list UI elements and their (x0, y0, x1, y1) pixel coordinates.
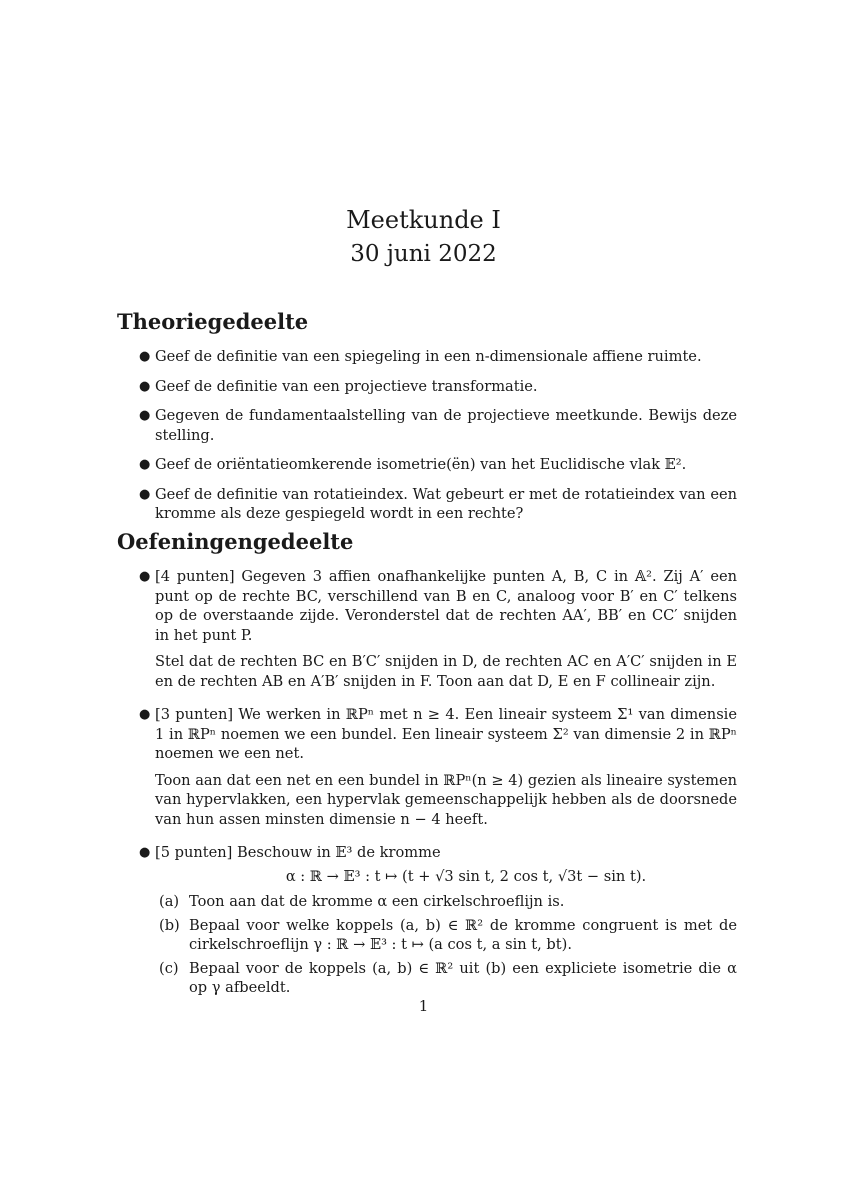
bullet-icon: ● (139, 845, 151, 860)
subquestion-text: Bepaal voor welke koppels (a, b) ∈ ℝ² de kromme congruent is met de cirkelschroeflijn γ : ℝ → 𝔼³ : t ↦ (a cos t, a sin t, bt). (189, 916, 737, 953)
bullet-icon: ● (139, 349, 151, 364)
subquestion-c (155, 959, 737, 998)
bullet-icon: ● (139, 408, 151, 423)
title-block (0, 203, 847, 271)
subquestion-text: Toon aan dat de kromme α een cirkelschroeflijn is. (189, 893, 565, 910)
list-item (139, 347, 737, 367)
subquestion-text: Bepaal voor de koppels (a, b) ∈ ℝ² uit (b) een expliciete isometrie die α op γ afbeeldt. (189, 959, 737, 996)
bullet-icon: ● (139, 378, 151, 394)
exercise-2 (139, 705, 737, 829)
subquestion-label: (b) (159, 916, 180, 934)
list-item (139, 406, 737, 445)
subquestion-b (155, 916, 737, 955)
exercise-1-question: Stel dat de rechten BC en B′C′ snijden in D, de rechten AC en A′C′ snijden in E en de rechten AB en A′B′ snijden in F. Toon aan dat D, E en F collineair zijn. (155, 653, 737, 690)
exercise-2-question: Toon aan dat een net en een bundel in ℝPⁿ(n ≥ 4) gezien als lineaire systemen van hypervlakken, een hypervlak gemeenschappelijk hebben als de doorsnede van hun assen minsten dimensie n − 4 heeft. (155, 771, 737, 828)
list-item (139, 377, 737, 397)
page-number: 1 (418, 997, 429, 1015)
list-item (139, 485, 737, 524)
theory-item-text: Geef de definitie van een spiegeling in een n-dimensionale affiene ruimte. (155, 348, 702, 365)
theory-item-text: Geef de oriëntatieomkerende isometrie(ën) van het Euclidische vlak 𝔼². (155, 456, 687, 473)
bullet-icon: ● (139, 707, 151, 722)
theory-list (139, 347, 737, 524)
subquestion-a (155, 892, 737, 912)
theory-heading: Theoriegedeelte (117, 309, 309, 334)
bullet-icon: ● (139, 569, 151, 584)
exercise-3-intro: [5 punten] Beschouw in 𝔼³ de kromme (155, 844, 441, 861)
exercise-1 (139, 567, 737, 691)
exercise-3-formula: α : ℝ → 𝔼³ : t ↦ (t + √3 sin t, 2 cos t, √3t − sin t). (285, 867, 647, 885)
bullet-icon: ● (139, 457, 151, 472)
exercises-heading: Oefeningengedeelte (117, 529, 354, 554)
list-item (139, 455, 737, 475)
document-date: 30 juni 2022 (350, 241, 497, 267)
theory-item-text: Geef de definitie van rotatieindex. Wat gebeurt er met de rotatieindex van een kromme als deze gespiegeld wordt in een rechte? (155, 485, 737, 522)
exercise-1-intro: [4 punten] Gegeven 3 affien onafhankelijke punten A, B, C in 𝔸². Zij A′ een punt op de rechte BC, verschillend van B en C, analoog voor B′ en C′ telkens op de overstaande zijde. Veronderstel dat de rechten AA′, BB′ en CC′ snijden in het punt P. (155, 568, 737, 644)
exercise-3-subquestions (155, 892, 737, 998)
exercise-2-intro: [3 punten] We werken in ℝPⁿ met n ≥ 4. Een lineair systeem Σ¹ van dimensie 1 in ℝPⁿ noemen we een bundel. Een lineair systeem Σ² van dimensie 2 in ℝPⁿ noemen we een net. (155, 706, 737, 762)
document-title: Meetkunde I (346, 206, 501, 234)
exercises-list (139, 567, 737, 1002)
bullet-icon: ● (139, 486, 151, 502)
theory-item-text: Gegeven de fundamentaalstelling van de projectieve meetkunde. Bewijs deze stelling. (155, 407, 737, 444)
subquestion-label: (c) (159, 959, 179, 977)
subquestion-label: (a) (159, 893, 180, 910)
exercise-3 (139, 843, 737, 998)
theory-item-text: Geef de definitie van een projectieve transformatie. (155, 377, 538, 395)
